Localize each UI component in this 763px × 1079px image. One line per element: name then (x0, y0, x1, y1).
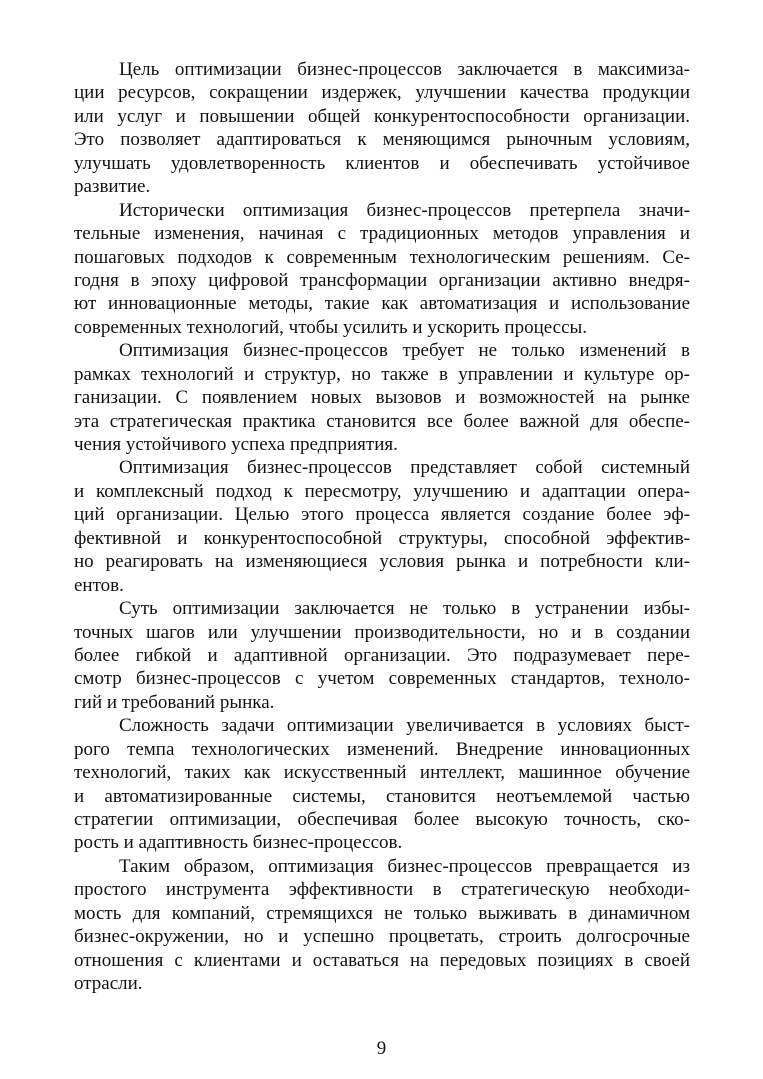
text-line: Суть оптимизации заключается не только в устранении избы- (119, 598, 690, 620)
paragraph (74, 855, 690, 996)
paragraph (74, 597, 690, 714)
text-line: более гибкой и адаптивной организации. Это подразумевает пере- (74, 644, 690, 666)
text-line: отношения с клиентами и оставаться на передовых позициях в своей (74, 949, 690, 971)
text-line: Оптимизация бизнес-процессов требует не только изменений в (119, 340, 690, 362)
text-line: стратегии оптимизации, обеспечивая более высокую точность, ско- (74, 809, 690, 830)
text-line: улучшать удовлетворенность клиентов и обеспечивать устойчивое (74, 152, 690, 174)
text-line: Оптимизация бизнес-процессов представляет собой системный (119, 457, 690, 479)
text-line: мость для компаний, стремящихся не только выживать в динамичном (74, 902, 690, 924)
paragraph (74, 339, 690, 456)
text-line: или услуг и повышении общей конкурентоспособности организации. (74, 105, 690, 127)
text-line: развитие. (74, 176, 151, 198)
text-line: эта стратегическая практика становится все более важной для обеспе- (74, 410, 690, 432)
paragraph (74, 456, 690, 597)
text-line: Исторически оптимизация бизнес-процессов претерпела значи- (119, 199, 690, 221)
text-line: ций организации. Целью этого процесса является создание более эф- (74, 504, 690, 526)
paragraph (74, 714, 690, 855)
text-line: рамках технологий и структур, но также в управлении и культуре ор- (74, 363, 690, 385)
text-line: Цель оптимизации бизнес-процессов заключается в максимиза- (119, 59, 690, 80)
text-line: ентов. (74, 574, 124, 596)
text-line: рость и адаптивность бизнес-процессов. (74, 832, 403, 854)
page-number: 9 (376, 1038, 387, 1059)
text-line: пошаговых подходов к современным технологическим решениям. Се- (74, 246, 690, 268)
text-line: фективной и конкурентоспособной структуры, способной эффектив- (74, 527, 690, 549)
text-line: тельные изменения, начиная с традиционных методов управления и (74, 223, 690, 245)
text-line: Таким образом, оптимизация бизнес-процессов превращается из (119, 855, 690, 877)
text-line: и автоматизированные системы, становится неотъемлемой частью (74, 785, 690, 807)
page-body (74, 58, 690, 996)
text-line: чения устойчивого успеха предприятия. (74, 434, 398, 455)
text-line: и комплексный подход к пересмотру, улучшению и адаптации опера- (74, 480, 690, 502)
text-line: ют инновационные методы, такие как автоматизация и использование (74, 293, 690, 315)
text-line: гий и требований рынка. (74, 691, 275, 713)
paragraph (74, 199, 690, 340)
text-line: смотр бизнес-процессов с учетом современных стандартов, техноло- (74, 668, 690, 690)
text-line: ганизации. С появлением новых вызовов и возможностей на рынке (74, 387, 690, 409)
text-line: но реагировать на изменяющиеся условия рынка и потребности кли- (74, 551, 690, 573)
text-line: простого инструмента эффективности в стратегическую необходи- (74, 879, 690, 901)
text-line: бизнес-окружении, но и успешно процветать, строить долгосрочные (74, 926, 690, 948)
text-line: годня в эпоху цифровой трансформации организации активно внедря- (74, 269, 690, 291)
text-line: точных шагов или улучшении производительности, но и в создании (74, 621, 690, 643)
text-line: отрасли. (74, 973, 143, 995)
text-line: рого темпа технологических изменений. Внедрение инновационных (74, 738, 690, 760)
text-line: ции ресурсов, сокращении издержек, улучшении качества продукции (74, 82, 690, 104)
paragraph (74, 58, 690, 199)
text-line: Это позволяет адаптироваться к меняющимся рыночным условиям, (74, 129, 690, 151)
text-line: современных технологий, чтобы усилить и ускорить процессы. (74, 316, 588, 338)
text-line: Сложность задачи оптимизации увеличивается в условиях быст- (119, 715, 690, 737)
text-line: технологий, таких как искусственный интеллект, машинное обучение (74, 762, 690, 784)
